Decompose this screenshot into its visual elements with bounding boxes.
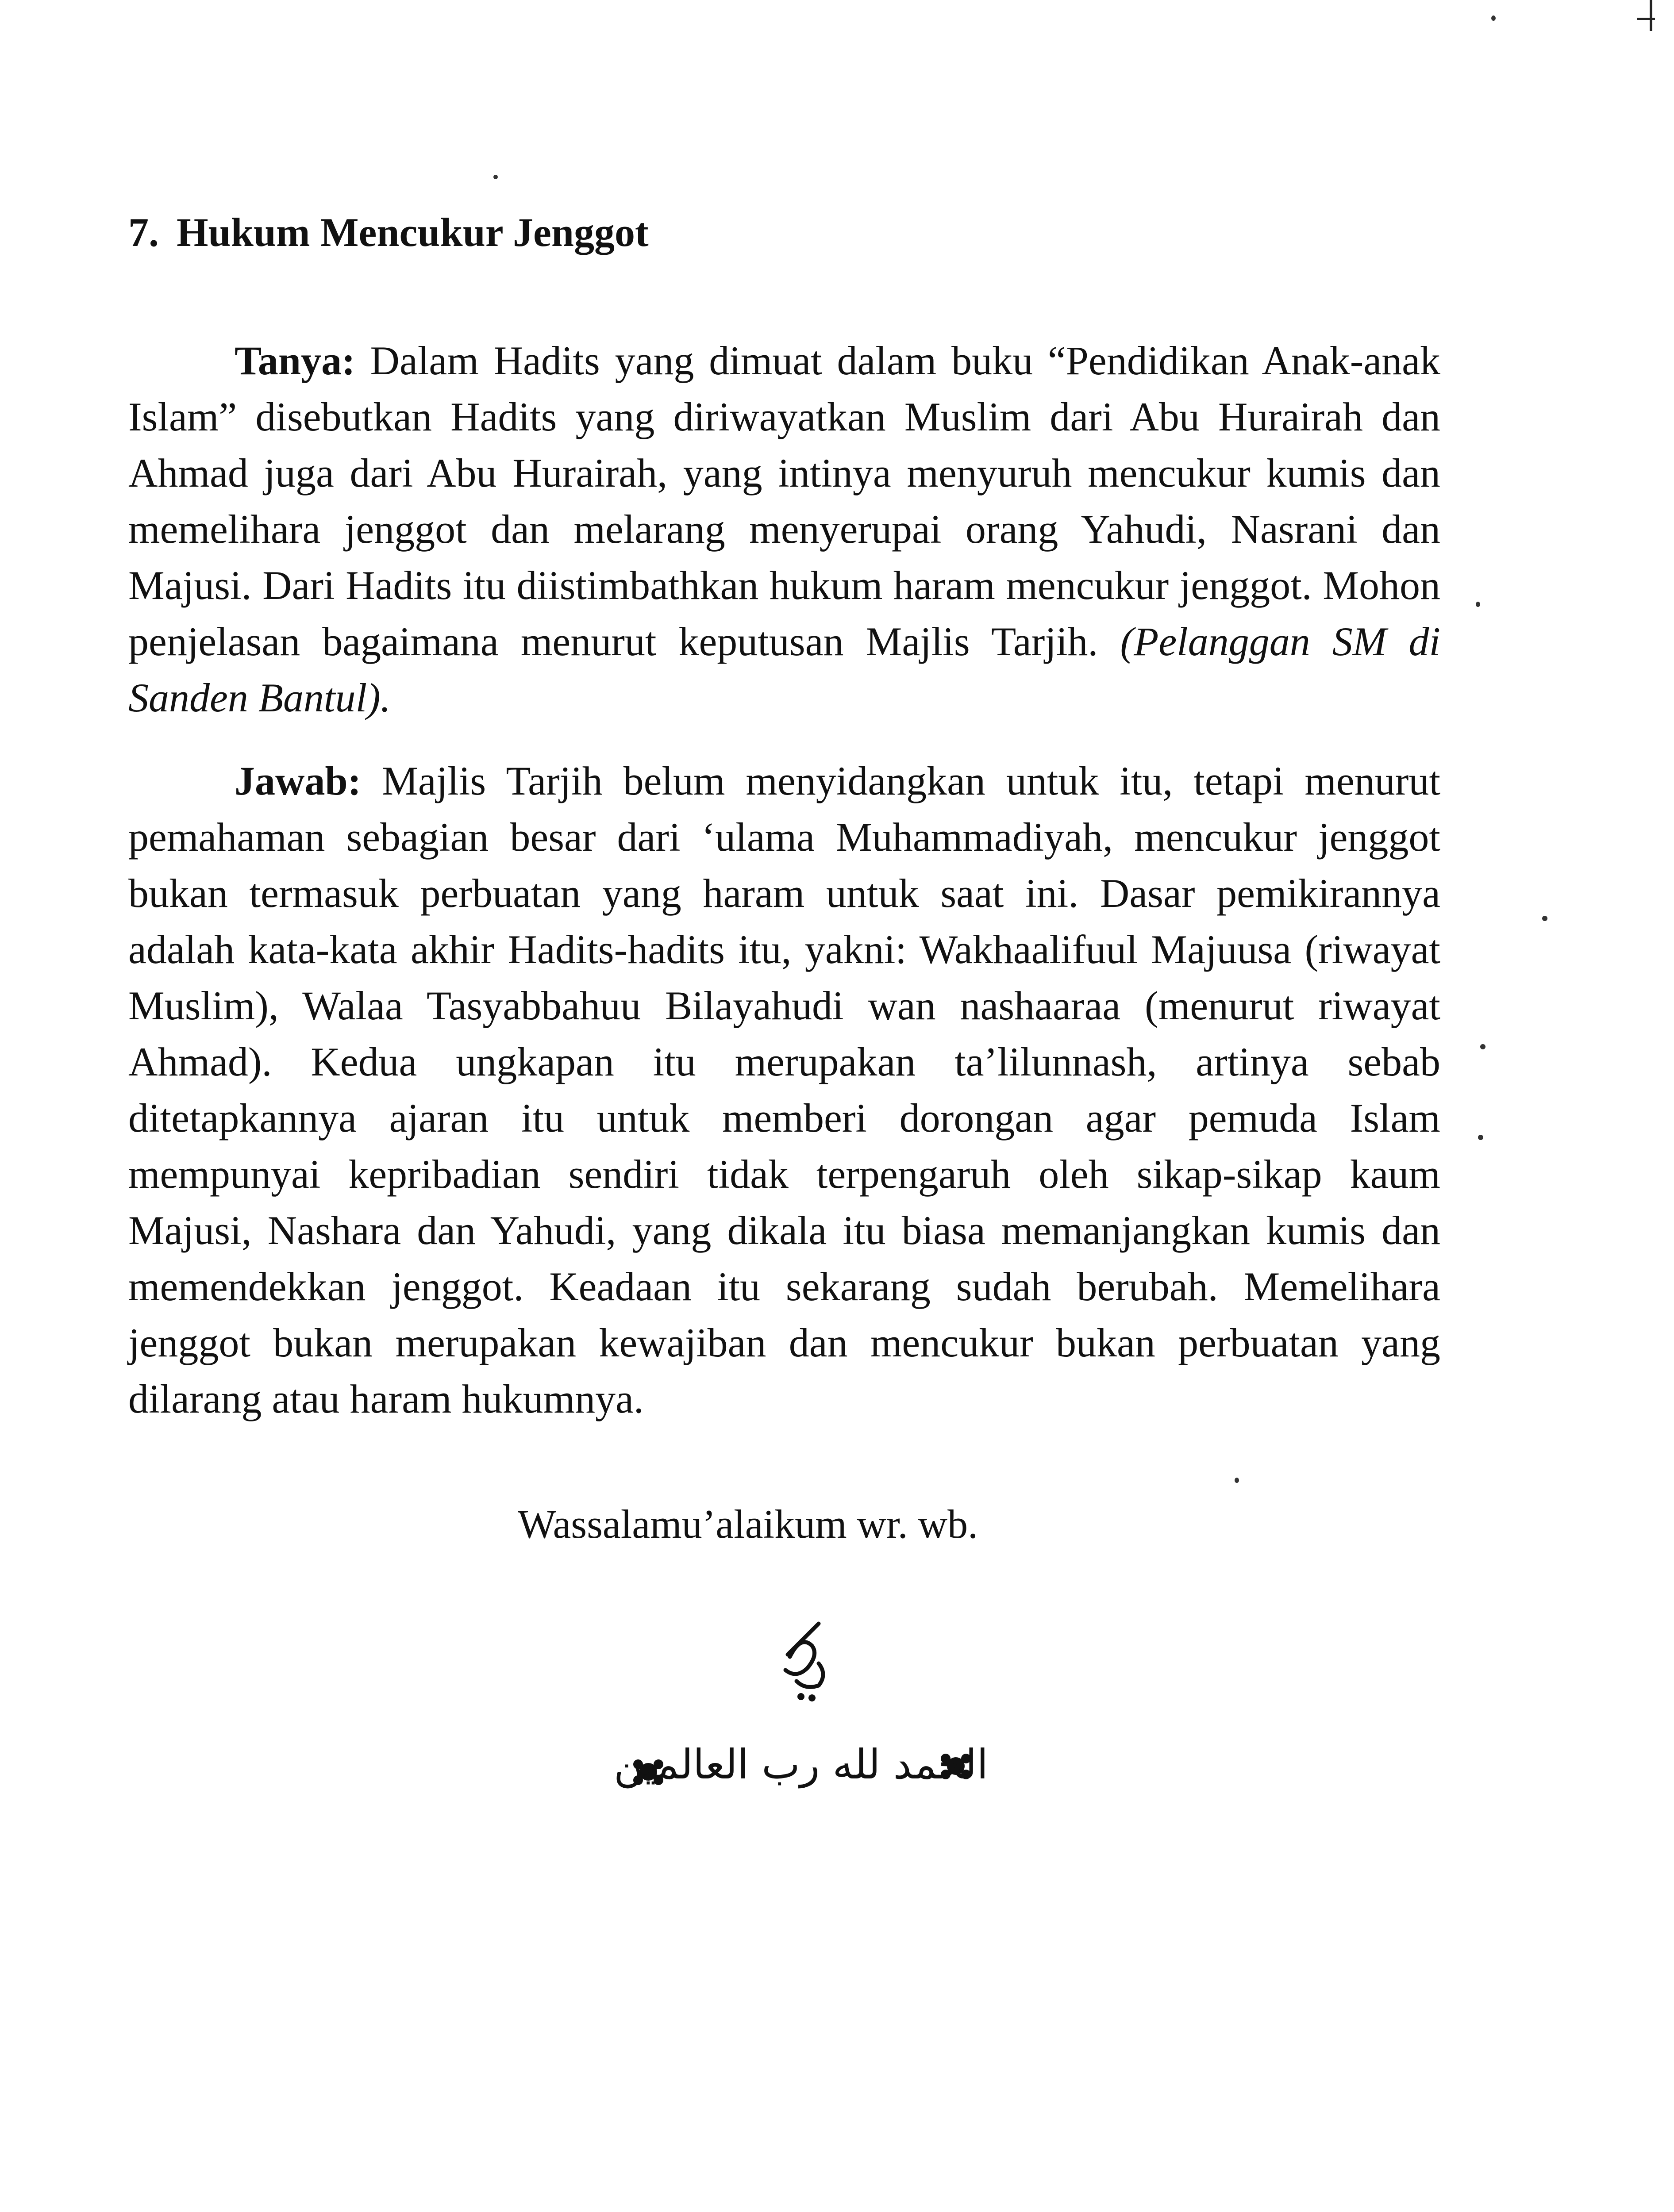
answer-label: Jawab: [235, 758, 362, 803]
answer-text: Majlis Tarjih belum menyidangkan untuk itu, tetapi menurut pemahaman sebagian besar dari ‘ulama Muhammadiyah, mencukur jenggot bukan termasuk perbuatan yang haram untuk saat ini. Dasar pemikirannya adalah kata-kata akhir Hadits-hadits itu, yakni: Wakhaalifuul Majuusa (riwayat Muslim), Walaa Tasyabbahuu Bilayahudi wan nashaaraa (menurut riwayat Ahmad). Kedua ungkapan itu merupakan ta’lilunnash, artinya sebab ditetapkannya ajaran itu untuk memberi dorongan agar pemuda Islam mempunyai kepribadian sendiri tidak terpengaruh oleh sikap-sikap kaum Majusi, Nashara dan Yahudi, yang dikala itu biasa memanjangkan kumis dan memendekkan jenggot. Keadaan itu sekarang sudah berubah. Memelihara jenggot bukan merupakan kewajiban dan mencukur bukan perbuatan yang dilarang atau haram hukumnya. [128, 758, 1440, 1421]
question-paragraph [128, 333, 1440, 726]
section-heading [128, 208, 649, 257]
question-text: Dalam Hadits yang dimuat dalam buku “Pendidikan Anak-anak Islam” disebutkan Hadits yang diriwayatkan Muslim dari Abu Hurairah dan Ahmad juga dari Abu Hurairah, yang intinya menyuruh mencukur kumis dan memelihara jenggot dan melarang menyerupai orang Yahudi, Nasrani dan Majusi. Dari Hadits itu diistimbathkan hukum haram mencukur jenggot. Mohon penjelasan bagaimana menurut keputusan Majlis Tarjih. [128, 338, 1441, 664]
scan-speck [1491, 15, 1496, 21]
scan-edge-mark [1637, 18, 1655, 20]
section-title: Hukum Mencukur Jenggot [177, 210, 649, 255]
scan-speck [1480, 1044, 1485, 1049]
scan-speck [1542, 916, 1547, 921]
closing-salutation: Wassalamu’alaikum wr. wb. [518, 1502, 978, 1547]
question-label: Tanya: [235, 338, 355, 383]
arabic-calligraphy-ornament-icon [611, 1593, 991, 1801]
scan-speck [1235, 1478, 1239, 1483]
question-source: (Pelanggan SM di Sanden Bantul). [128, 619, 1441, 720]
answer-paragraph [128, 753, 1440, 1427]
signature-text: الحمد لله رب العالمين [613, 1741, 989, 1788]
scan-speck [1478, 1135, 1483, 1140]
scan-edge-mark [1650, 0, 1652, 31]
scan-speck [493, 175, 498, 179]
section-number: 7. [128, 210, 159, 255]
scan-speck [1476, 602, 1480, 607]
